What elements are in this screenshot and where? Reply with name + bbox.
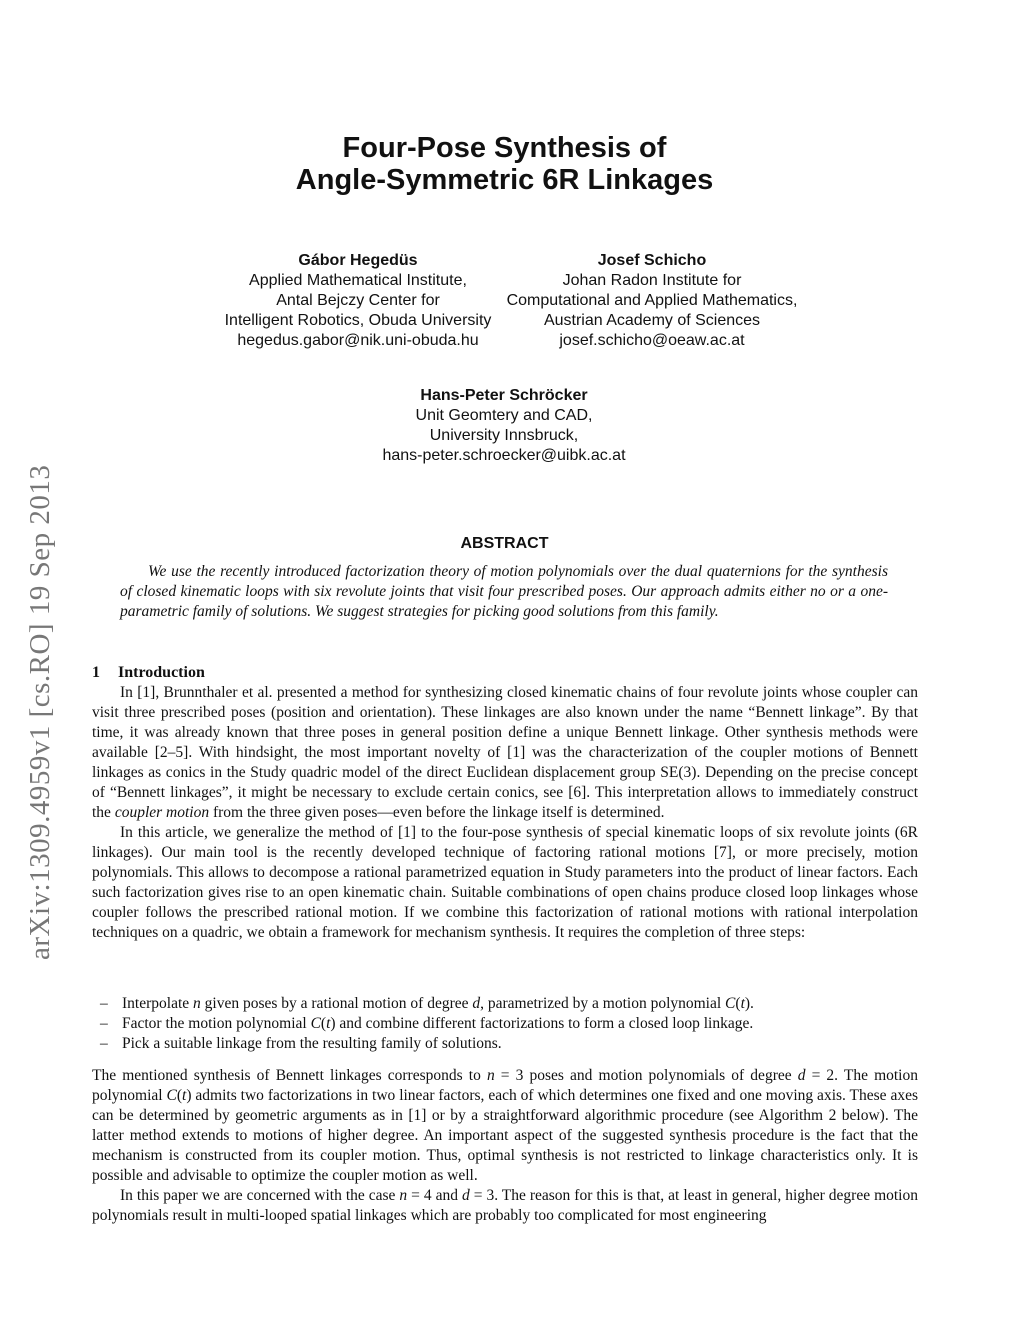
math-variable: n <box>399 1187 408 1204</box>
title-line-2: Angle-Symmetric 6R Linkages <box>295 164 714 196</box>
math-variable: t <box>740 995 745 1012</box>
author-name: Hans-Peter Schröcker <box>420 387 588 404</box>
list-text: Interpolate <box>122 995 194 1012</box>
math-variable: t <box>326 1015 331 1032</box>
math-variable: C <box>166 1087 177 1104</box>
list-item <box>100 994 920 1014</box>
math-variable: n <box>486 1067 495 1084</box>
math-variable: d <box>461 1187 470 1204</box>
paper-title <box>0 132 1009 196</box>
author-block-schroecker <box>354 386 654 466</box>
math-variable: n <box>193 995 201 1012</box>
list-dash: – <box>100 1015 108 1032</box>
paragraph-text: In [1], Brunnthaler et al. presented a method for synthesizing closed kinematic chains of four revolute joints whose coupler can visit three prescribed poses (position and orientation). These linkages are also known under the name “Bennett linkage”. By that time, it was already known that three poses in general position define a unique Bennett linkage. Other synthesis methods were available [2–5]. With hindsight, the most important novelty of [1] was the characterization of the coupler motions of Bennett linkages as conics in the Study quadric model of the direct Euclidean displacement group SE(3). Depending on the precise concept of “Bennett linkages”, it might be necessary to exclude certain conics, see [6]. This interpretation allows to immediately construct the <box>92 684 918 821</box>
paragraph-text: from the three given poses—even before the linkage itself is determined. <box>209 804 665 821</box>
title-line-1: Four-Pose Synthesis of <box>342 132 667 164</box>
list-text: ( <box>735 995 741 1012</box>
abstract-heading: ABSTRACT <box>460 535 549 552</box>
paragraph-text: ) admits two factorizations in two linear factors, each of which determines one fixed and one moving axis. These axes can be determined by geometric arguments as in [1] or by a straightforward algorithmic procedure (see Algorithm 2 below). The latter method extends to motions of higher degree. An important aspect of the suggested synthesis procedure is the fact that the mechanism is constructed from its coupler motion. Thus, optimal synthesis is not restricted to linkage characteristics only. It is possible and advisable to optimize the coupler motion as well. <box>92 1087 918 1184</box>
author-affiliation-line: University Innsbruck, <box>429 427 579 444</box>
abstract-text: We use the recently introduced factorization theory of motion polynomials over the dual quaternions for the synthesis of closed kinematic loops with six revolute joints that visit four prescribed poses. Our approach admits either no or a one-parametric family of solutions. We suggest strategies for picking good solutions from this family. <box>120 563 888 620</box>
paragraph-text: = 4 and <box>407 1187 462 1204</box>
author-email: hegedus.gabor@nik.uni-obuda.hu <box>237 332 479 349</box>
paragraph-text: = 3 poses and motion polynomials of degree <box>494 1067 798 1084</box>
list-text: ( <box>320 1015 327 1032</box>
paragraph-text: The mentioned synthesis of Bennett linkages corresponds to <box>92 1067 487 1084</box>
list-text: ). <box>744 995 754 1012</box>
introduction-body-top <box>92 683 918 943</box>
math-variable: C <box>310 1015 321 1032</box>
paragraph-3 <box>92 1066 918 1186</box>
paragraph-4 <box>92 1186 918 1226</box>
list-text: given poses by a rational motion of degree <box>200 995 473 1012</box>
list-item <box>100 1034 920 1054</box>
list-dash: – <box>100 1035 108 1052</box>
author-email: hans-peter.schroecker@uibk.ac.at <box>382 447 626 464</box>
author-name: Josef Schicho <box>597 252 707 269</box>
author-affiliation-line: Antal Bejczy Center for <box>276 292 440 309</box>
math-variable: d <box>472 995 481 1012</box>
section-heading <box>92 664 205 682</box>
list-text: , parametrized by a motion polynomial <box>480 995 726 1012</box>
list-text: Pick a suitable linkage from the resulting family of solutions. <box>122 1035 502 1052</box>
synthesis-steps-list <box>100 994 920 1054</box>
author-name: Gábor Hegedüs <box>298 252 418 269</box>
arxiv-identifier-stamp: arXiv:1309.4959v1 [cs.RO] 19 Sep 2013 <box>24 464 56 960</box>
math-variable: d <box>797 1067 806 1084</box>
author-affiliation-line: Johan Radon Institute for <box>562 272 742 289</box>
author-block-hegedus <box>212 251 504 351</box>
section-number: 1 <box>92 664 100 681</box>
paragraph-text: = 3. The reason for this is that, at least in general, higher degree motion polynomials result in multi-looped spatial linkages which are probably too complicated for most engineering <box>92 1187 918 1224</box>
math-variable: C <box>725 995 736 1012</box>
author-affiliation-line: Computational and Applied Mathematics, <box>506 292 798 309</box>
section-title: Introduction <box>118 664 205 681</box>
paragraph-text: In this paper we are concerned with the case <box>120 1187 400 1204</box>
paragraph-text: ( <box>176 1087 183 1104</box>
author-email: josef.schicho@oeaw.ac.at <box>559 332 745 349</box>
introduction-body-bottom <box>92 1066 918 1226</box>
list-item <box>100 1014 920 1034</box>
author-affiliation-line: Unit Geomtery and CAD, <box>415 407 593 424</box>
paragraph-2: In this article, we generalize the method of [1] to the four-pose synthesis of special kinematic loops of six revolute joints (6R linkages). Our main tool is the recently developed technique of factoring rational motions [7], or more precisely, motion polynomials. This allows to decompose a rational parametrized equation in Study parameters into the product of linear factors. Each such factorization gives rise to an open kinematic chain. Suitable combinations of open chains produce closed loop linkages whose coupler follows the prescribed rational motion. If we combine this factorization of rational motions with rational interpolation techniques on a quadric, we obtain a framework for mechanism synthesis. It requires the completion of three steps: <box>92 824 918 941</box>
author-affiliation-line: Austrian Academy of Sciences <box>543 312 761 329</box>
list-text: Factor the motion polynomial <box>122 1015 311 1032</box>
emphasis-text: coupler motion <box>114 804 210 821</box>
list-text: ) and combine different factorizations to form a closed loop linkage. <box>330 1015 754 1032</box>
math-variable: t <box>182 1087 187 1104</box>
author-affiliation-line: Applied Mathematical Institute, <box>249 272 467 289</box>
paragraph-text: = 2. The motion polynomial <box>92 1067 918 1104</box>
list-dash: – <box>100 995 108 1012</box>
author-affiliation-line: Intelligent Robotics, Obuda University <box>224 312 492 329</box>
paragraph-1 <box>92 683 918 823</box>
author-block-schicho <box>494 251 810 351</box>
